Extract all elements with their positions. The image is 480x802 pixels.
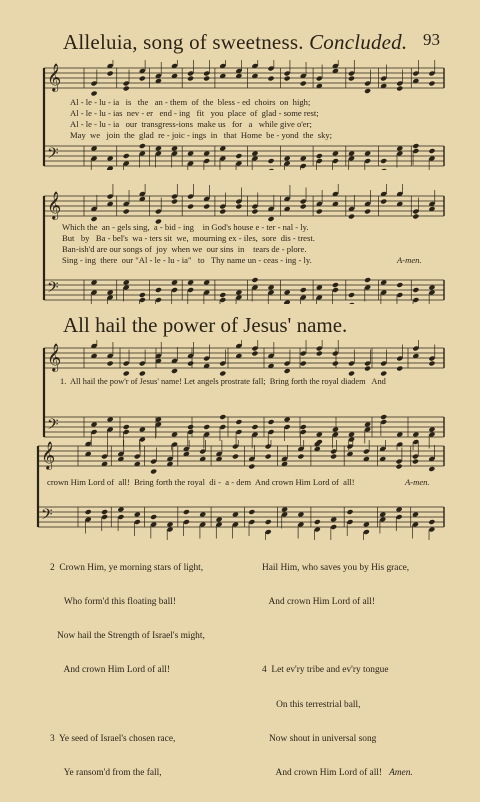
note-head [412,432,419,438]
note-head [332,151,339,157]
note-head [251,151,258,157]
verse-line: Ye ransom'd from the fall, [50,768,162,779]
note-head [265,454,272,460]
note-head [187,151,194,157]
note-head [155,287,162,293]
note-head [150,514,157,520]
note-head [139,292,146,298]
note-head [380,371,387,377]
note-head [284,156,291,162]
verses-right-column [262,540,413,802]
verse-line [262,768,413,779]
note-head [364,209,371,215]
note-head [332,361,339,367]
note-head [139,427,146,433]
note-head [235,290,242,296]
note-head [297,454,304,460]
note-head [284,76,291,82]
note-head [91,146,98,152]
note-head [314,519,321,525]
note-head [348,371,355,377]
note-head [412,143,419,149]
note-head [139,76,146,82]
note-head [380,199,387,205]
note-head [219,292,226,298]
verse-line: 2 Crown Him, ye morning stars of light, [50,562,204,573]
lyrics-verse-line: But by Ba - bel's wa - ters sit we, mourning ex - iles, sore dis - trest. [62,233,315,243]
note-head [379,512,386,518]
note-head [251,351,258,357]
note-head [123,153,130,159]
note-head [107,156,114,162]
note-head [396,146,403,152]
note-head [396,366,403,372]
note-head [380,158,387,164]
note-head [412,459,419,465]
note-head [346,509,353,515]
note-head [297,512,304,518]
note-head [268,76,275,82]
note-head [91,422,98,428]
lyrics-verse-line: Al - le - lu - ias nev - er end - ing fit you place of glad - some rest; [70,108,319,118]
note-head [330,517,337,523]
note-head [364,277,371,283]
hymn-title: Alleluia, song of sweetness. [63,30,304,54]
treble-clef-icon: 𝄞 [41,441,56,469]
note-head [412,214,419,220]
note-head [216,517,223,523]
amen-label: A-men. [397,255,422,265]
note-head [187,361,194,367]
bass-clef-icon: 𝄢 [41,506,53,527]
hymn-2-title: All hail the power of Jesus' name. [63,313,348,337]
note-head [171,199,178,205]
note-head [363,522,370,528]
treble-clef-icon: 𝄞 [47,343,62,371]
treble-clef-icon: 𝄞 [47,191,62,219]
note-head [219,414,226,420]
note-head [380,280,387,286]
note-head [139,371,146,377]
music-staff-system-3 [0,340,480,450]
verse-line [262,631,413,642]
lyrics-verse-line: Al - le - lu - ia our transgress-ions make us for a while give o'er; [70,119,312,129]
verse-line: Who form'd this floating ball! [50,597,176,608]
note-head [187,76,194,82]
lyrics-verse-line: Ban-ish'd are our songs of joy when we our sins in tears de - plore. [62,244,307,254]
verse-line: And crown Him Lord of all! [262,597,375,608]
note-head [428,427,435,433]
lyrics-verse-line: Al - le - lu - ia is the an - them of the bless - ed choirs on high; [70,97,311,107]
verse-line: On this terrestrial ball, [262,699,361,710]
note-head [232,512,239,518]
note-head [316,153,323,159]
note-head [348,302,355,304]
note-head [380,414,387,420]
verse-line: Now hail the Strength of Israel's might, [50,631,205,642]
verse-line: And crown Him Lord of all! [50,665,171,676]
note-head [284,417,291,423]
note-head [396,432,403,438]
note-head [117,507,124,513]
note-head [123,86,130,92]
note-head [348,432,355,438]
note-head [123,424,130,430]
note-head [268,168,275,170]
note-head [300,156,307,162]
note-head [171,368,178,374]
note-head [123,209,130,215]
note-head [107,361,114,367]
note-head [155,146,162,152]
note-head [107,71,114,77]
note-head [123,371,130,377]
lyrics-verse-line: May we join the glad re - joic - ings in that Home be - yond the sky; [70,130,333,140]
verse-line: Hail Him, who saves you by His grace, [262,562,410,573]
lyrics-verse-line: Sing - ing there our "Al - le - lu - ia" to Thy name un - ceas - ing - ly. [62,255,312,265]
concluded-label: Concluded. [309,30,408,54]
note-head [428,519,435,525]
note-head [412,512,419,518]
note-head [203,280,210,286]
verse-line [50,700,205,711]
note-head [281,507,288,513]
note-head [251,209,258,215]
note-head [316,432,323,438]
note-head [268,158,275,164]
note-head [396,464,403,470]
note-head [123,280,130,286]
note-head [380,168,387,170]
verse-line: Now shout in universal song [262,733,377,744]
note-head [248,464,255,470]
music-staff-system-4 [0,440,480,540]
note-head [316,351,323,357]
note-head [187,424,194,430]
note-head [171,146,178,152]
note-head [235,153,242,159]
lyrics-verse-line: Which the an - gels sing, a - bid - ing in God's house e - ter - nal - ly. [62,222,309,232]
note-head [348,151,355,157]
note-head [412,287,419,293]
note-head [219,371,226,377]
note-head [316,285,323,291]
note-head [300,287,307,293]
note-head [187,280,194,286]
treble-clef-icon: 𝄞 [47,63,62,91]
note-head [107,417,114,423]
note-head [348,214,355,220]
note-head [396,86,403,92]
note-head [91,91,98,97]
note-head [300,361,307,367]
note-head [248,509,255,515]
note-head [235,419,242,425]
note-head [203,204,210,210]
note-head [150,469,157,475]
note-head [219,146,226,152]
note-head [428,361,435,367]
note-head [284,290,291,296]
note-head [348,292,355,298]
note-head [428,466,435,472]
note-head [235,204,242,210]
note-head [91,280,98,286]
note-head [332,427,339,433]
note-head [203,151,210,157]
note-head [330,454,337,460]
amen-label: Amen. [389,768,413,779]
lyrics-line: 1. All hail the pow'r of Jesus' name! Let angels prostrate fall; Bring forth the royal diadem And [60,377,386,386]
note-head [232,454,239,460]
note-head [171,432,178,438]
note-head [187,204,194,210]
bass-clef-icon: 𝄢 [47,416,59,437]
verse-line: 4 Let ev'ry tribe and ev'ry tongue [262,665,389,676]
note-head [364,151,371,157]
note-head [348,76,355,82]
note-head [268,419,275,425]
note-head [332,282,339,288]
note-head [268,285,275,291]
note-head [428,81,435,87]
note-head [203,424,210,430]
hymn-title-header [63,30,407,55]
note-head [396,507,403,513]
bass-clef-icon: 𝄢 [47,145,59,166]
bass-clef-icon: 𝄢 [47,279,59,300]
note-head [139,143,146,149]
note-head [428,285,435,291]
verse-line: 3 Ye seed of Israel's chosen race, [50,733,176,744]
note-head [166,522,173,528]
note-head [85,509,92,515]
note-head [101,509,108,515]
note-head [428,148,435,154]
page-number: 93 [423,30,440,49]
note-head [134,512,141,518]
note-head [251,424,258,430]
note-head [316,209,323,215]
note-head [203,76,210,82]
note-head [396,282,403,288]
lyrics-line: crown Him Lord of all! Bring forth the royal di - a - dem And crown Him Lord of all! [47,477,355,487]
note-head [364,366,371,372]
note-head [219,209,226,215]
note-head [107,290,114,296]
note-head [364,88,371,94]
note-head [300,204,307,210]
note-head [265,519,272,525]
amen-label: A-men. [405,477,430,487]
note-head [183,509,190,515]
verse-line-text: And crown Him Lord of all! [262,768,383,779]
note-head [251,277,258,283]
note-head [284,368,291,374]
note-head [171,280,178,286]
note-head [364,422,371,428]
verses-left-column [50,540,205,802]
note-head [199,512,206,518]
note-head [300,81,307,87]
note-head [300,424,307,430]
